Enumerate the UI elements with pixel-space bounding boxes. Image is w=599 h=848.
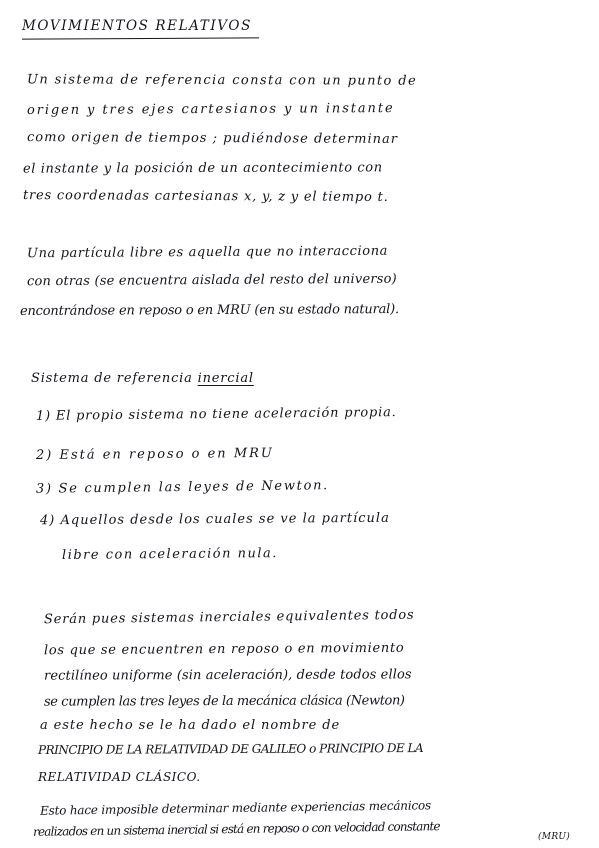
- paragraph-line: encontrándose en reposo o en MRU (en su estado natural).: [19, 302, 399, 319]
- paragraph-line: los que se encuentren en reposo o en movimiento: [43, 640, 405, 659]
- margin-note: (MRU): [538, 832, 571, 842]
- paragraph-line: Un sistema de referencia consta con un punto de: [26, 72, 418, 89]
- paragraph-line: Serán pues sistemas inerciales equivalentes todos: [43, 607, 415, 628]
- paragraph-line: como origen de tiempos ; pudiéndose determinar: [26, 130, 399, 147]
- list-item: libre con aceleración nula.: [61, 546, 278, 563]
- list-item: 4) Aquellos desde los cuales se ve la partícula: [39, 510, 390, 529]
- paragraph-line: RELATIVIDAD CLÁSICO.: [38, 770, 201, 784]
- paragraph-line: realizados en un sistema inercial si está en reposo o con velocidad constante: [32, 819, 440, 839]
- paragraph-line: a este hecho se le ha dado el nombre de: [40, 718, 341, 733]
- list-item: 1) El propio sistema no tiene aceleración propia.: [35, 405, 397, 424]
- paragraph-line: Esto hace imposible determinar mediante experiencias mecánicos: [39, 798, 432, 818]
- paragraph-line: PRINCIPIO DE LA RELATIVIDAD DE GALILEO o PRINCIPIO DE LA: [37, 740, 424, 758]
- paragraph-line: se cumplen las tres leyes de la mecánica clásica (Newton): [43, 693, 405, 710]
- list-item: 2) Está en reposo o en MRU: [35, 445, 274, 464]
- paragraph-line: con otras (se encuentra aislada del resto del universo): [26, 271, 397, 290]
- heading-text: Sistema de referencia: [31, 371, 193, 386]
- page-title: MOVIMIENTOS RELATIVOS: [22, 18, 252, 34]
- paragraph-line: Una partícula libre es aquella que no interacciona: [26, 243, 389, 262]
- paragraph-line: rectilíneo uniforme (sin aceleración), desde todos ellos: [43, 667, 412, 684]
- heading-underlined-word: inercial: [197, 371, 254, 386]
- paragraph-line: tres coordenadas cartesianas x, y, z y el tiempo t.: [22, 188, 389, 205]
- list-item: 3) Se cumplen las leyes de Newton.: [35, 478, 330, 497]
- paragraph-line: origen y tres ejes cartesianos y un instante: [26, 101, 395, 118]
- title-underline: [22, 37, 259, 39]
- section-heading: [31, 371, 254, 386]
- paragraph-line: el instante y la posición de un acontecimiento con: [22, 160, 383, 177]
